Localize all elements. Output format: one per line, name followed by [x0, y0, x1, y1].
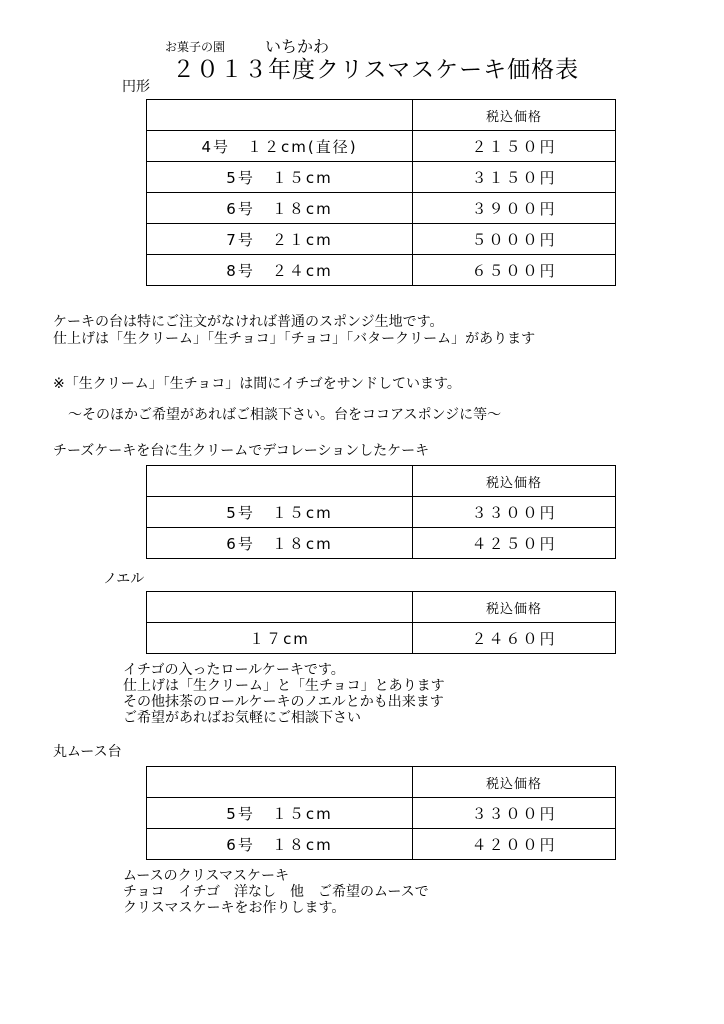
- table-row: [147, 528, 616, 559]
- price-cell: ３３００円: [413, 497, 616, 528]
- size-cell: 7号 ２１cm: [147, 224, 413, 255]
- table-row: [147, 193, 616, 224]
- noel-label: ノエル: [103, 571, 145, 587]
- mousse-price-table: [146, 766, 616, 860]
- noel-note-2: 仕上げは「生クリーム」と「生チョコ」とあります: [123, 678, 445, 694]
- mousse-note-2: チョコ イチゴ 洋なし 他 ご希望のムースで: [123, 884, 429, 900]
- price-header: 税込価格: [413, 767, 616, 798]
- noel-note-3: その他抹茶のロールケーキのノエルとかも出来ます: [123, 694, 444, 710]
- noel-note-4: ご希望があればお気軽にご相談下さい: [123, 710, 361, 726]
- size-cell: 8号 ２４cm: [147, 255, 413, 286]
- table-row: [147, 829, 616, 860]
- size-cell: 6号 １８cm: [147, 829, 413, 860]
- sponge-note: ケーキの台は特にご注文がなければ普通のスポンジ生地です。: [53, 314, 444, 330]
- table-header-row: [147, 767, 616, 798]
- table-row: [147, 255, 616, 286]
- table-header-row: [147, 466, 616, 497]
- table-header-row: [147, 592, 616, 623]
- size-cell: 6号 １８cm: [147, 528, 413, 559]
- price-cell: ４２５０円: [413, 528, 616, 559]
- table-header-row: [147, 100, 616, 131]
- price-cell: ６５００円: [413, 255, 616, 286]
- header-empty-cell: [147, 592, 413, 623]
- cheese-price-table: [146, 465, 616, 559]
- size-cell: 5号 １５cm: [147, 798, 413, 829]
- price-cell: ５０００円: [413, 224, 616, 255]
- table-row: [147, 224, 616, 255]
- header-empty-cell: [147, 466, 413, 497]
- size-cell: 4号 １２cm(直径): [147, 131, 413, 162]
- table-row: [147, 798, 616, 829]
- shop-name: いちかわ: [265, 37, 330, 56]
- price-cell: ３１５０円: [413, 162, 616, 193]
- page-title: ２０１３年度クリスマスケーキ価格表: [172, 57, 580, 83]
- strawberry-note: ※「生クリーム」「生チョコ」は間にイチゴをサンドしています。: [53, 376, 461, 392]
- header-empty-cell: [147, 100, 413, 131]
- header-empty-cell: [147, 767, 413, 798]
- round-price-table: [146, 99, 616, 286]
- shop-prefix: お菓子の園: [165, 40, 226, 54]
- price-cell: ３９００円: [413, 193, 616, 224]
- noel-note-1: イチゴの入ったロールケーキです。: [123, 662, 345, 678]
- mousse-note-3: クリスマスケーキをお作りします。: [123, 900, 346, 916]
- price-cell: ２４６０円: [413, 623, 616, 654]
- mousse-label: 丸ムース台: [53, 744, 122, 760]
- price-header: 税込価格: [413, 466, 616, 497]
- round-label: 円形: [122, 79, 150, 95]
- size-cell: １７cm: [147, 623, 413, 654]
- price-cell: ３３００円: [413, 798, 616, 829]
- request-note: ～そのほかご希望があればご相談下さい。台をココアスポンジに等～: [68, 407, 502, 423]
- size-cell: 5号 １５cm: [147, 162, 413, 193]
- table-row: [147, 162, 616, 193]
- table-row: [147, 497, 616, 528]
- price-header: 税込価格: [413, 100, 616, 131]
- size-cell: 6号 １８cm: [147, 193, 413, 224]
- mousse-note-1: ムースのクリスマスケーキ: [123, 868, 290, 884]
- cheese-label: チーズケーキを台に生クリームでデコレーションしたケーキ: [53, 443, 430, 459]
- price-header: 税込価格: [413, 592, 616, 623]
- size-cell: 5号 １５cm: [147, 497, 413, 528]
- price-cell: ２１５０円: [413, 131, 616, 162]
- table-row: [147, 623, 616, 654]
- finish-note: 仕上げは「生クリーム」「生チョコ」「チョコ」「バタークリーム」があります: [53, 331, 536, 347]
- noel-price-table: [146, 591, 616, 654]
- price-cell: ４２００円: [413, 829, 616, 860]
- table-row: [147, 131, 616, 162]
